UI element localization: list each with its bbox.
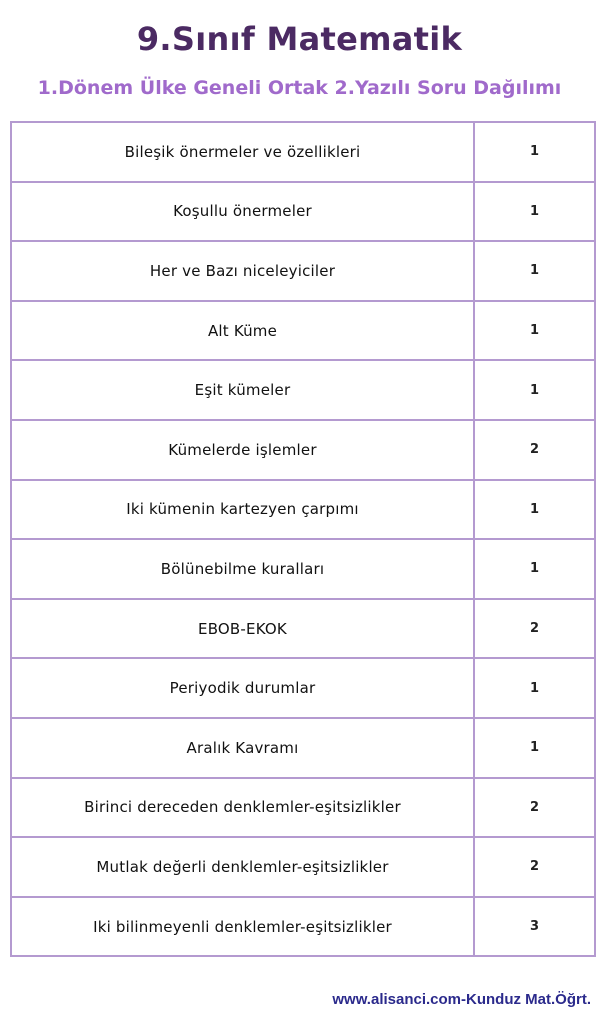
question-count-cell: 2 <box>474 420 595 480</box>
question-count-cell: 1 <box>474 360 595 420</box>
question-count-cell: 1 <box>474 122 595 182</box>
page-subtitle: 1.Dönem Ülke Geneli Ortak 2.Yazılı Soru Dağılımı <box>37 77 562 99</box>
question-count-cell: 1 <box>474 718 595 778</box>
table-row <box>11 837 595 897</box>
table-row <box>11 897 595 957</box>
question-count-cell: 2 <box>474 837 595 897</box>
topic-cell: Eşit kümeler <box>11 360 474 420</box>
topic-cell: Alt Küme <box>11 301 474 361</box>
question-count-cell: 1 <box>474 301 595 361</box>
topic-cell: Periyodik durumlar <box>11 658 474 718</box>
table-row <box>11 778 595 838</box>
topic-cell: Bileşik önermeler ve özellikleri <box>11 122 474 182</box>
question-count-cell: 2 <box>474 778 595 838</box>
topic-cell: Birinci dereceden denklemler-eşitsizlikler <box>11 778 474 838</box>
topic-cell: Aralık Kavramı <box>11 718 474 778</box>
topic-cell: EBOB-EKOK <box>11 599 474 659</box>
topic-cell: Iki kümenin kartezyen çarpımı <box>11 480 474 540</box>
table-row <box>11 122 595 182</box>
table-row <box>11 360 595 420</box>
table-row <box>11 718 595 778</box>
question-distribution-table <box>10 121 596 957</box>
question-count-cell: 1 <box>474 480 595 540</box>
topic-cell: Kümelerde işlemler <box>11 420 474 480</box>
table-row <box>11 241 595 301</box>
topic-cell: Iki bilinmeyenli denklemler-eşitsizlikler <box>11 897 474 957</box>
question-count-cell: 1 <box>474 182 595 242</box>
table-row <box>11 539 595 599</box>
question-count-cell: 1 <box>474 241 595 301</box>
question-count-cell: 1 <box>474 658 595 718</box>
table-row <box>11 658 595 718</box>
page-title: 9.Sınıf Matematik <box>136 20 463 58</box>
topic-cell: Bölünebilme kuralları <box>11 539 474 599</box>
table-row <box>11 301 595 361</box>
table-row <box>11 480 595 540</box>
topic-cell: Koşullu önermeler <box>11 182 474 242</box>
table-row <box>11 182 595 242</box>
question-count-cell: 3 <box>474 897 595 957</box>
topic-cell: Her ve Bazı niceleyiciler <box>11 241 474 301</box>
table-row <box>11 599 595 659</box>
table-row <box>11 420 595 480</box>
topic-cell: Mutlak değerli denklemler-eşitsizlikler <box>11 837 474 897</box>
question-count-cell: 2 <box>474 599 595 659</box>
question-count-cell: 1 <box>474 539 595 599</box>
footer-credit: www.alisanci.com-Kunduz Mat.Öğrt. <box>332 991 591 1008</box>
